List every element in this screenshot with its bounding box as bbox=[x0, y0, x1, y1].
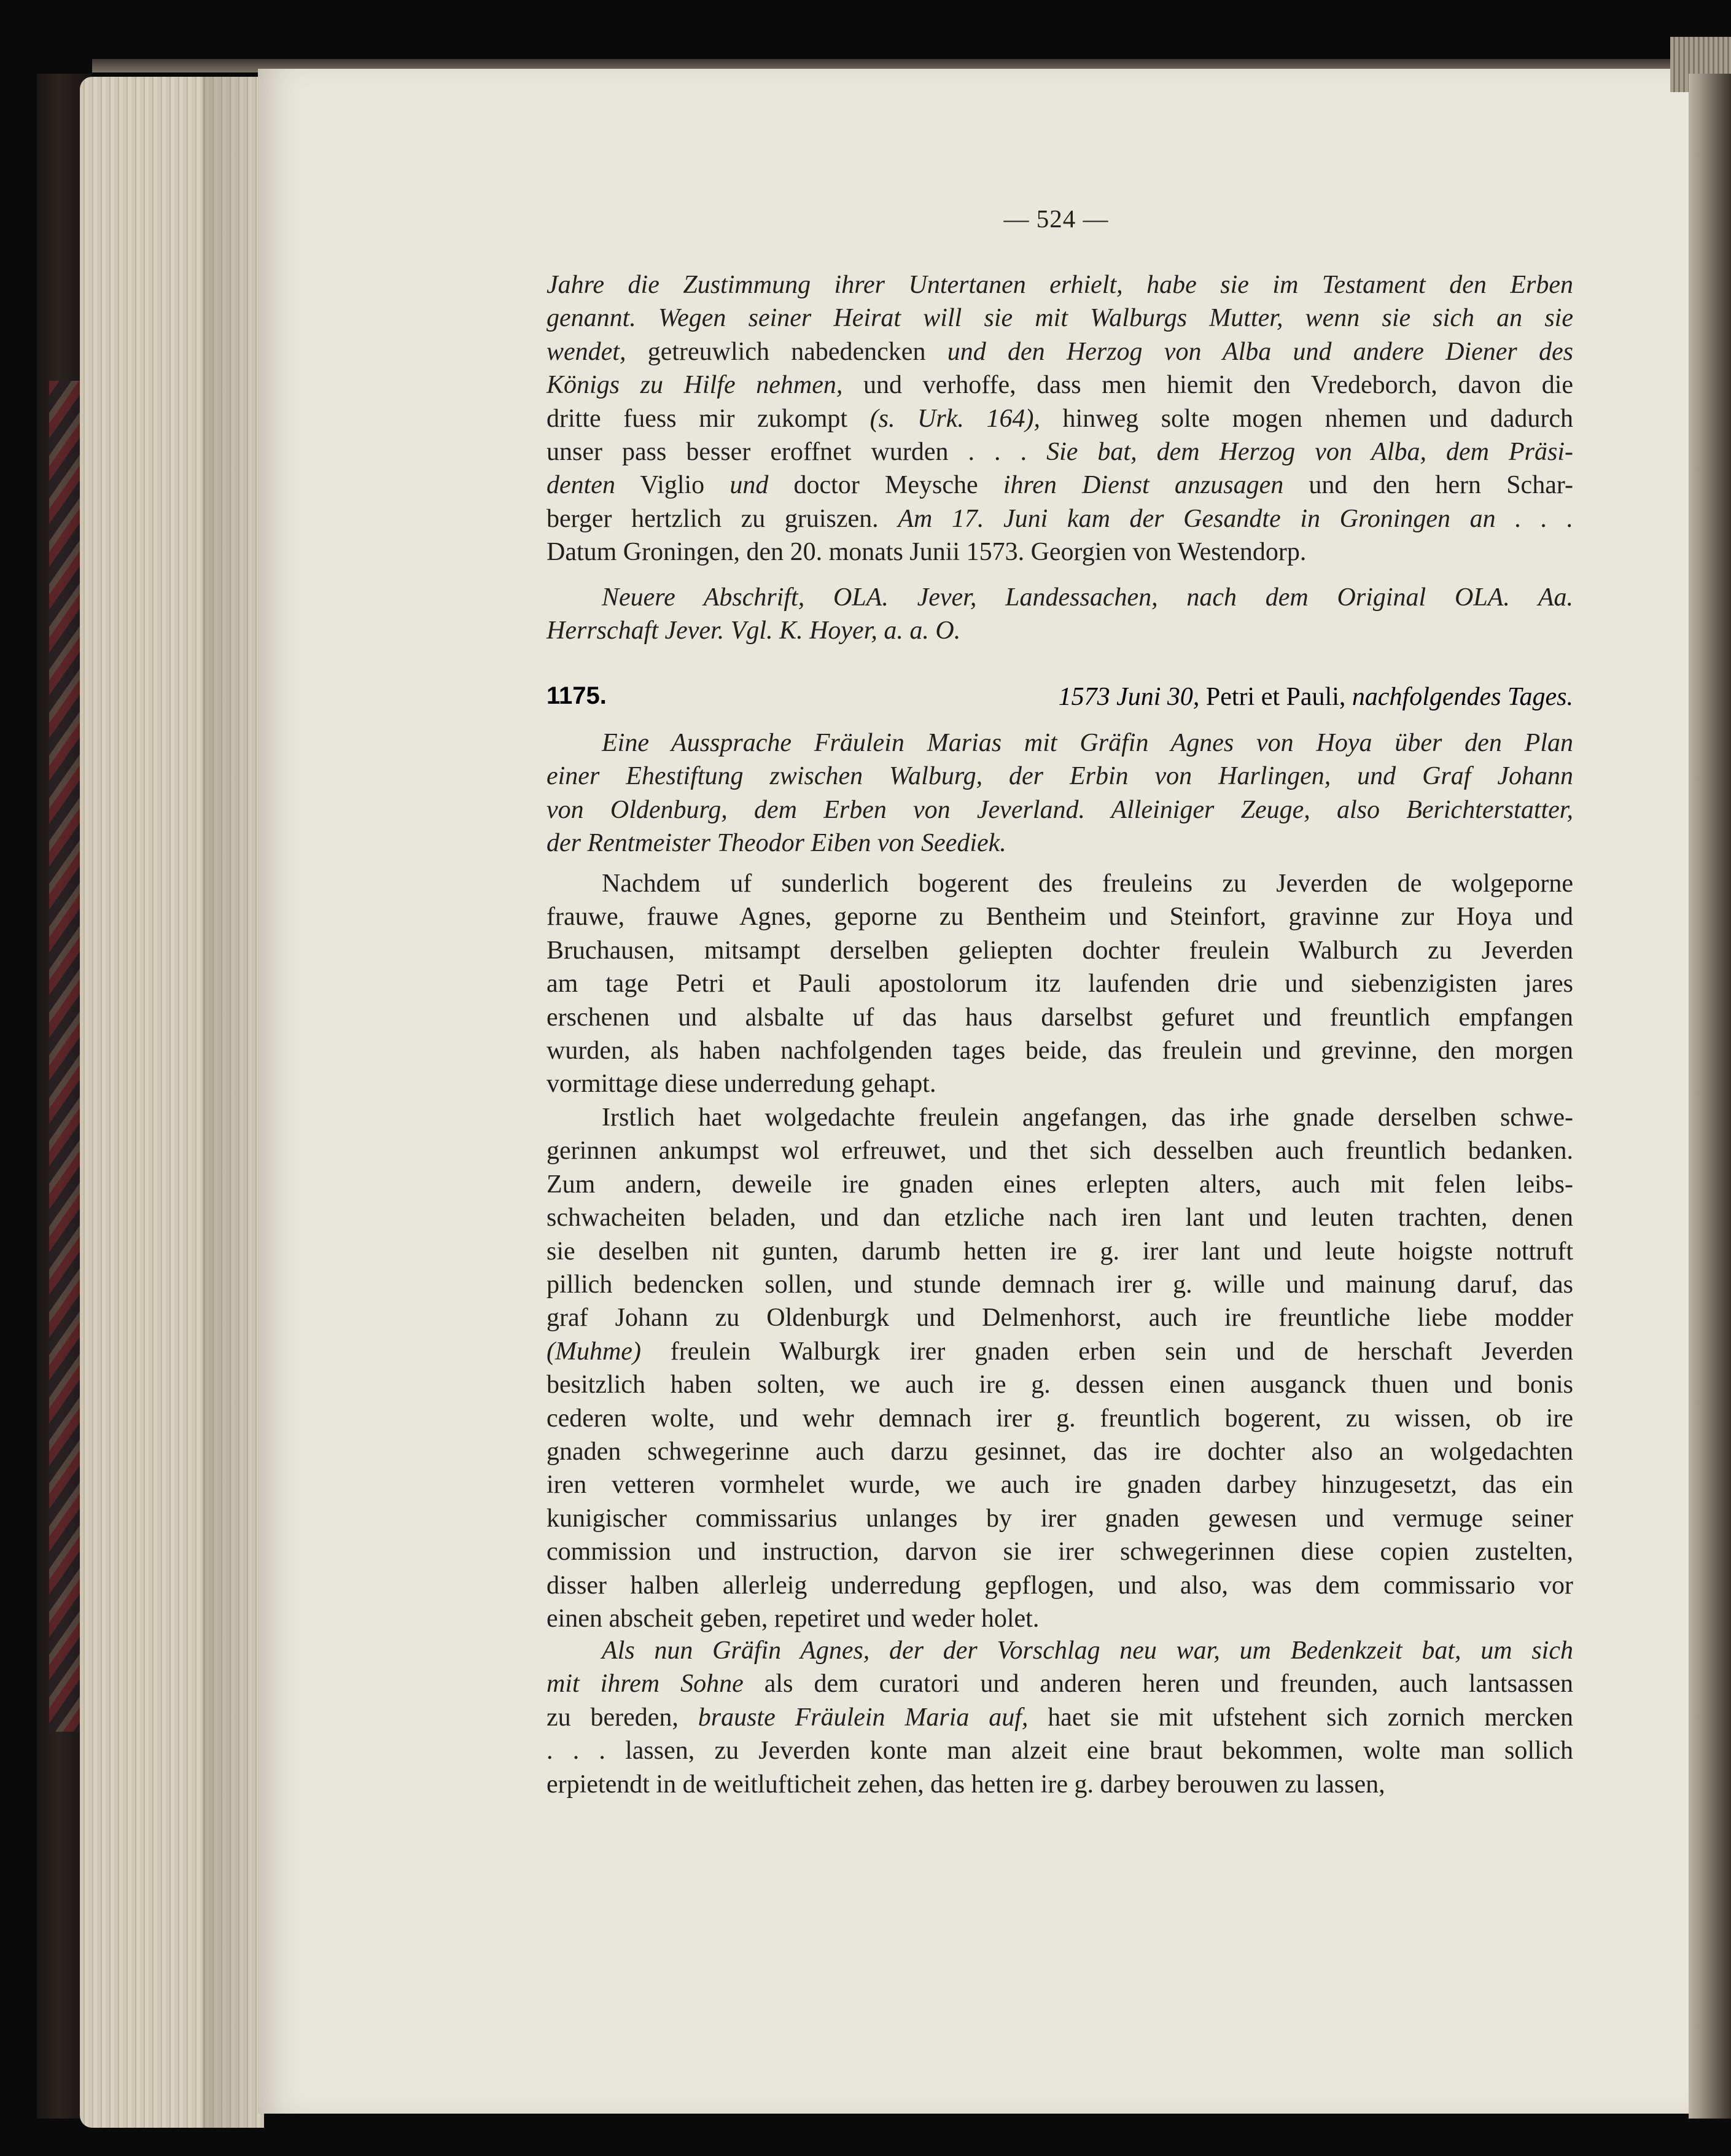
text-line bbox=[547, 1402, 1573, 1435]
text-line bbox=[547, 1335, 1573, 1368]
body-paragraph-2 bbox=[547, 1101, 1573, 1636]
text-run: freulein Walburgk irer gnaden erben sein und de herschaft Jeverden bbox=[640, 1337, 1573, 1366]
italic-text-run: Herrschaft Jever. Vgl. K. Hoyer, a. a. O. bbox=[547, 617, 961, 645]
italic-text-run: mit ihrem Sohne bbox=[547, 1670, 744, 1699]
italic-text-run: nachfolgendes Tages. bbox=[1352, 683, 1573, 711]
text-line bbox=[547, 1101, 1573, 1134]
text-line bbox=[547, 1602, 1573, 1635]
italic-text-run: Königs zu Hilfe nehmen, bbox=[547, 371, 843, 400]
italic-text-run: Neuere Abschrift, OLA. Jever, Landessachen, nach dem Original OLA. Aa. bbox=[602, 583, 1573, 612]
text-run: Zum andern, deweile ire gnaden eines erlepten alters, auch mit felen leibs- bbox=[547, 1170, 1573, 1199]
text-run: unser pass besser eroffnet wurden . . . bbox=[547, 438, 1047, 467]
italic-text-run: (s. Urk. 164), bbox=[869, 404, 1040, 433]
italic-text-run: Als nun Gräfin Agnes, der der Vorschlag neu war, um Bedenkzeit bat, um sich bbox=[602, 1636, 1573, 1665]
text-run: gerinnen ankumpst wol erfreuwet, und thet sich desselben auch freuntlich bedanken. bbox=[547, 1137, 1573, 1166]
text-line bbox=[547, 1667, 1573, 1700]
text-run: frauwe, frauwe Agnes, geporne zu Bentheim und Steinfort, gravinne zur Hoya und bbox=[547, 903, 1573, 932]
text-line bbox=[547, 726, 1573, 760]
text-line bbox=[547, 1301, 1573, 1334]
text-line bbox=[547, 581, 1573, 614]
text-run: kunigischer commissarius unlanges by irer gnaden gewesen und vermuge seiner bbox=[547, 1504, 1573, 1533]
italic-text-run: denten bbox=[547, 471, 615, 500]
text-line bbox=[547, 1569, 1573, 1602]
italic-text-run: und den Herzog von Alba und andere Diener des bbox=[947, 337, 1573, 366]
text-run: gnaden schwegerinne auch darzu gesinnet, das ire dochter also an wolgedachten bbox=[547, 1438, 1573, 1466]
text-line bbox=[547, 1067, 1573, 1100]
entry-date bbox=[1059, 682, 1573, 712]
gutter-shadow bbox=[203, 77, 264, 2128]
text-line bbox=[547, 760, 1573, 793]
italic-text-run: Am 17. Juni kam der Gesandte in Groningen an . . . bbox=[898, 504, 1574, 533]
italic-text-run: 1573 Juni 30, bbox=[1058, 683, 1200, 711]
text-run: iren vetteren vormhelet wurde, we auch ire gnaden darbey hinzugesetzt, das ein bbox=[547, 1471, 1573, 1500]
text-line bbox=[547, 1034, 1573, 1067]
text-line bbox=[547, 469, 1573, 502]
text-line bbox=[547, 1001, 1573, 1034]
right-book-edge bbox=[1689, 74, 1731, 2119]
text-line bbox=[547, 302, 1573, 335]
entry-number: 1175. bbox=[547, 682, 607, 709]
page-number: — 524 — bbox=[1003, 204, 1109, 233]
italic-text-run: genannt. Wegen seiner Heirat will sie mit Walburgs Mutter, wenn sie sich an sie bbox=[547, 304, 1573, 333]
text-line bbox=[547, 535, 1573, 569]
text-run: sie deselben nit gunten, darumb hetten ire g. irer lant und leute hoigste nottruft bbox=[547, 1237, 1573, 1266]
text-run: dritte fuess mir zukompt bbox=[547, 404, 870, 433]
text-run: Bruchausen, mitsampt derselben geliepten dochter freulein Walburch zu Jeverden bbox=[547, 936, 1573, 965]
text-run: berger hertzlich zu gruiszen. bbox=[547, 504, 898, 533]
text-run: am tage Petri et Pauli apostolorum itz laufenden drie und siebenzigisten jares bbox=[547, 970, 1573, 998]
text-run: einen abscheit geben, repetiret und weder holet. bbox=[547, 1605, 1040, 1633]
text-line bbox=[547, 867, 1573, 900]
text-line bbox=[547, 1368, 1573, 1401]
text-run: getreuwlich nabedencken bbox=[626, 337, 947, 366]
text-line bbox=[547, 1268, 1573, 1301]
italic-text-run: ihren Dienst anzusagen bbox=[1003, 471, 1284, 500]
source-note bbox=[547, 581, 1573, 648]
text-line bbox=[547, 934, 1573, 967]
text-run: erschenen und alsbalte uf das haus darselbst gefuret und freuntlich empfangen bbox=[547, 1003, 1573, 1032]
entry-heading bbox=[547, 682, 1573, 717]
body-paragraph-3 bbox=[547, 1634, 1573, 1801]
text-run: Viglio bbox=[615, 471, 730, 500]
text-line bbox=[547, 368, 1573, 402]
text-run: Irstlich haet wolgedachte freulein angefangen, das irhe gnade derselben schwe- bbox=[602, 1103, 1573, 1132]
italic-text-run: brauste Fräulein Maria auf, bbox=[698, 1703, 1029, 1732]
text-run: graf Johann zu Oldenburgk und Delmenhorst, auch ire freuntliche liebe modder bbox=[547, 1304, 1573, 1333]
text-run: Nachdem uf sunderlich bogerent des freuleins zu Jeverden de wolgeporne bbox=[602, 870, 1573, 898]
text-line bbox=[547, 900, 1573, 933]
italic-text-run: der Rentmeister Theodor Eiben von Seediek. bbox=[547, 829, 1006, 858]
italic-text-run: wendet, bbox=[547, 337, 626, 366]
text-run: als dem curatori und anderen heren und freunden, auch lantsassen bbox=[743, 1670, 1574, 1699]
text-run: doctor Meysche bbox=[768, 471, 1003, 500]
italic-text-run: Eine Aussprache Fräulein Marias mit Gräfin Agnes von Hoya über den Plan bbox=[602, 729, 1573, 757]
body-paragraph-1 bbox=[547, 867, 1573, 1101]
text-run: pillich bedencken sollen, und stunde demnach irer g. wille und mainung daruf, das bbox=[547, 1271, 1573, 1299]
text-line bbox=[547, 1235, 1573, 1268]
text-run: erpietendt in de weitlufticheit zehen, das hetten ire g. darbey berouwen zu lassen, bbox=[547, 1770, 1385, 1799]
text-line bbox=[547, 335, 1573, 368]
text-line bbox=[547, 435, 1573, 469]
text-line bbox=[547, 793, 1573, 827]
text-run: haet sie mit ufstehent sich zornich mercken bbox=[1028, 1703, 1573, 1732]
entry-summary bbox=[547, 726, 1573, 860]
text-line bbox=[547, 502, 1573, 535]
text-line bbox=[547, 1468, 1573, 1501]
text-run: cederen wolte, und wehr demnach irer g. freuntlich bogerent, zu wissen, ob ire bbox=[547, 1404, 1573, 1433]
text-line bbox=[547, 1701, 1573, 1734]
text-line bbox=[547, 1168, 1573, 1201]
italic-text-run: Jahre die Zustimmung ihrer Untertanen erhielt, habe sie im Testament den Erben bbox=[547, 271, 1573, 299]
text-line bbox=[547, 1134, 1573, 1167]
text-run: und den hern Schar- bbox=[1283, 471, 1573, 500]
italic-text-run: einer Ehestiftung zwischen Walburg, der Erbin von Harlingen, und Graf Johann bbox=[547, 762, 1573, 791]
text-line bbox=[547, 268, 1573, 302]
text-run: . . . lassen, zu Jeverden konte man alzeit eine braut bekommen, wolte man sollich bbox=[547, 1737, 1573, 1765]
text-line bbox=[547, 1435, 1573, 1468]
text-line bbox=[547, 1634, 1573, 1667]
text-line bbox=[547, 1535, 1573, 1568]
text-run: commission und instruction, darvon sie irer schwegerinnen diese copien zustelten, bbox=[547, 1538, 1573, 1566]
text-run: Datum Groningen, den 20. monats Junii 1573. Georgien von Westendorp. bbox=[547, 538, 1307, 567]
text-line bbox=[547, 1768, 1573, 1801]
previous-entry-summary bbox=[547, 268, 1573, 569]
text-line bbox=[547, 827, 1573, 860]
text-run: zu bereden, bbox=[547, 1703, 698, 1732]
text-line bbox=[547, 1201, 1573, 1234]
text-run: Petri et Pauli, bbox=[1199, 683, 1352, 711]
text-line bbox=[547, 1502, 1573, 1535]
text-run: hinweg solte mogen nhemen und dadurch bbox=[1040, 404, 1573, 433]
text-line bbox=[547, 614, 1573, 647]
text-line bbox=[547, 402, 1573, 435]
text-run: schwacheiten beladen, und dan etzliche nach iren lant und leuten trachten, denen bbox=[547, 1204, 1573, 1232]
italic-text-run: von Oldenburg, dem Erben von Jeverland. Alleiniger Zeuge, also Berichterstatter, bbox=[547, 795, 1573, 824]
text-run: und verhoffe, dass men hiemit den Vredeborch, davon die bbox=[842, 371, 1574, 400]
text-line bbox=[547, 1734, 1573, 1767]
italic-text-run: (Muhme) bbox=[547, 1337, 641, 1366]
text-run: besitzlich haben solten, we auch ire g. dessen einen ausganck thuen und bonis bbox=[547, 1371, 1573, 1399]
text-run: vormittage diese underredung gehapt. bbox=[547, 1070, 936, 1099]
text-run: disser halben allerleig underredung gepflogen, und also, was dem commissario vor bbox=[547, 1571, 1573, 1600]
italic-text-run: und bbox=[729, 471, 769, 500]
text-run: wurden, als haben nachfolgenden tages beide, das freulein und grevinne, den morgen bbox=[547, 1037, 1573, 1065]
text-line bbox=[547, 967, 1573, 1000]
italic-text-run: Sie bat, dem Herzog von Alba, dem Präsi- bbox=[1046, 438, 1574, 467]
